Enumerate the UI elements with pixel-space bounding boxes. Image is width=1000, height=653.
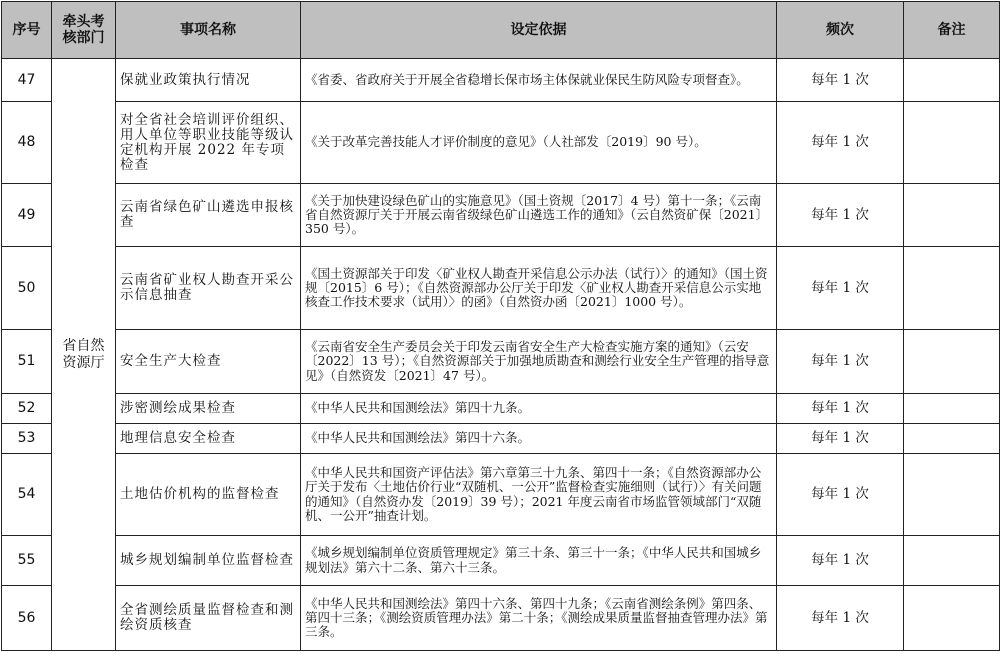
legal-basis: 《中华人民共和国测绘法》第四十六条、第四十九条；《云南省测绘条例》第四条、第四十三条；《测绘资质管理办法》第二十条；《测绘成果质量监督抽查管理办法》第三条。 (301, 586, 777, 651)
table-row (2, 247, 1000, 330)
table-row (2, 536, 1000, 586)
table-row (2, 454, 1000, 536)
header-row (2, 2, 1000, 59)
header-name: 事项名称 (116, 2, 301, 59)
legal-basis: 《中华人民共和国测绘法》第四十九条。 (301, 394, 777, 424)
legal-basis: 《关于改革完善技能人才评价制度的意见》（人社部发〔2019〕90 号）。 (301, 102, 777, 184)
frequency: 每年 1 次 (777, 330, 904, 394)
item-name: 保就业政策执行情况 (116, 59, 301, 102)
row-seq: 47 (2, 59, 52, 102)
legal-basis: 《中华人民共和国资产评估法》第六章第三十九条、第四十一条；《自然资源部办公厅关于发布〈土地估价行业“双随机、一公开”监督检查实施细则（试行）〉有关问题的通知》（自然资办发〔2019〕39 号）；2021 年度云南省市场监管领域部门“双随机、一公开”抽查计划。 (301, 454, 777, 536)
remarks (904, 59, 1000, 102)
frequency: 每年 1 次 (777, 454, 904, 536)
row-seq: 50 (2, 247, 52, 330)
frequency: 每年 1 次 (777, 59, 904, 102)
item-name: 对全省社会培训评价组织、用人单位等职业技能等级认定机构开展 2022 年专项检查 (116, 102, 301, 184)
item-name: 云南省矿业权人勘查开采公示信息抽查 (116, 247, 301, 330)
header-seq: 序号 (2, 2, 52, 59)
header-dept: 牵头考核部门 (52, 2, 116, 59)
table-row (2, 424, 1000, 454)
frequency: 每年 1 次 (777, 247, 904, 330)
legal-basis: 《云南省安全生产委员会关于印发云南省安全生产大检查实施方案的通知》（云安〔2022〕13 号）；《自然资源部关于加强地质勘查和测绘行业安全生产管理的指导意见》（自然资发〔2021〕47 号）。 (301, 330, 777, 394)
item-name: 安全生产大检查 (116, 330, 301, 394)
inspection-items-table (1, 1, 1000, 651)
row-seq: 49 (2, 184, 52, 247)
legal-basis: 《省委、省政府关于开展全省稳增长保市场主体保就业保民生防风险专项督查》。 (301, 59, 777, 102)
lead-department: 省自然资源厅 (52, 59, 116, 651)
item-name: 城乡规划编制单位监督检查 (116, 536, 301, 586)
frequency: 每年 1 次 (777, 394, 904, 424)
remarks (904, 424, 1000, 454)
item-name: 涉密测绘成果检查 (116, 394, 301, 424)
legal-basis: 《中华人民共和国测绘法》第四十六条。 (301, 424, 777, 454)
table-row (2, 330, 1000, 394)
item-name: 云南省绿色矿山遴选申报核查 (116, 184, 301, 247)
header-basis: 设定依据 (301, 2, 777, 59)
row-seq: 52 (2, 394, 52, 424)
remarks (904, 330, 1000, 394)
frequency: 每年 1 次 (777, 586, 904, 651)
header-freq: 频次 (777, 2, 904, 59)
row-seq: 56 (2, 586, 52, 651)
row-seq: 53 (2, 424, 52, 454)
table-row (2, 394, 1000, 424)
table-row (2, 59, 1000, 102)
table-row (2, 184, 1000, 247)
frequency: 每年 1 次 (777, 184, 904, 247)
frequency: 每年 1 次 (777, 424, 904, 454)
item-name: 土地估价机构的监督检查 (116, 454, 301, 536)
row-seq: 54 (2, 454, 52, 536)
item-name: 地理信息安全检查 (116, 424, 301, 454)
table-row (2, 586, 1000, 651)
frequency: 每年 1 次 (777, 102, 904, 184)
row-seq: 51 (2, 330, 52, 394)
remarks (904, 536, 1000, 586)
table-row (2, 102, 1000, 184)
row-seq: 48 (2, 102, 52, 184)
remarks (904, 247, 1000, 330)
legal-basis: 《国土资源部关于印发〈矿业权人勘查开采信息公示办法（试行）〉的通知》（国土资规〔2015〕6 号）；《自然资源部办公厅关于印发〈矿业权人勘查开采信息公示实地核查工作技术要求（试用）〉的函》（自然资办函〔2021〕1000 号）。 (301, 247, 777, 330)
remarks (904, 184, 1000, 247)
frequency: 每年 1 次 (777, 536, 904, 586)
remarks (904, 454, 1000, 536)
header-note: 备注 (904, 2, 1000, 59)
remarks (904, 394, 1000, 424)
remarks (904, 102, 1000, 184)
legal-basis: 《关于加快建设绿色矿山的实施意见》（国土资规〔2017〕4 号）第十一条；《云南省自然资源厅关于开展云南省级绿色矿山遴选工作的通知》（云自然资矿保〔2021〕350 号）。 (301, 184, 777, 247)
row-seq: 55 (2, 536, 52, 586)
remarks (904, 586, 1000, 651)
item-name: 全省测绘质量监督检查和测绘资质核查 (116, 586, 301, 651)
legal-basis: 《城乡规划编制单位资质管理规定》第三十条、第三十一条；《中华人民共和国城乡规划法》第六十二条、第六十三条。 (301, 536, 777, 586)
